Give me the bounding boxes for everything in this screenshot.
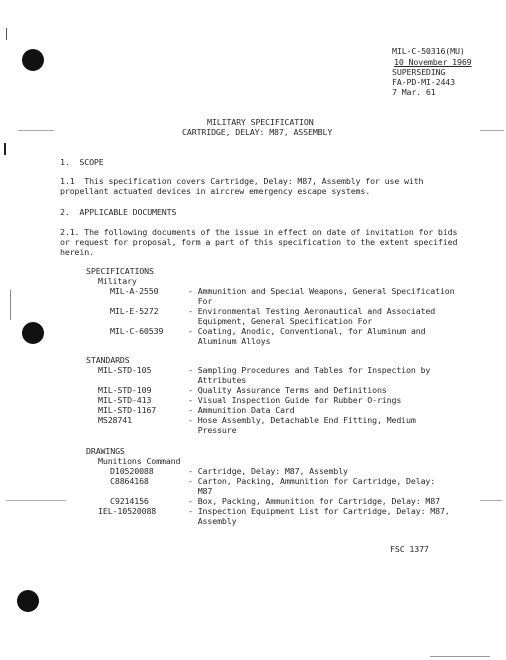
scan-mark — [4, 143, 6, 155]
drawing-id: IEL-10520088 — [98, 506, 157, 516]
superseded-document-date: 7 Mar. 61 — [392, 87, 436, 97]
drawing-id: C8864168 — [110, 476, 149, 486]
applicable-documents-paragraph-line: or request for proposal, form a part of this specification to the extent specified — [60, 237, 458, 247]
superseding-label: SUPERSEDING — [392, 67, 446, 77]
munitions-command-subheading: Munitions Command — [98, 456, 181, 466]
drawing-description: Assembly — [188, 516, 237, 526]
drawings-heading: DRAWINGS — [86, 446, 125, 456]
applicable-documents-paragraph-line: herein. — [60, 247, 94, 257]
spec-id: MIL-E-5272 — [110, 306, 159, 316]
applicable-documents-paragraph-line: 2.1. The following documents of the issue in effect on date of invitation for bids — [60, 227, 458, 237]
standard-description: - Ammunition Data Card — [188, 405, 295, 415]
spec-id: MIL-A-2550 — [110, 286, 159, 296]
spec-description: - Ammunition and Special Weapons, General Specification — [188, 286, 455, 296]
spec-description: Aluminum Alloys — [188, 336, 271, 346]
military-subheading: Military — [98, 276, 137, 286]
standard-description: - Hose Assembly, Detachable End Fitting, Medium — [188, 415, 416, 425]
document-id: MIL-C-50316(MU) — [392, 46, 465, 56]
scan-mark — [480, 130, 504, 131]
standard-description: Pressure — [188, 425, 237, 435]
punch-hole-top — [22, 49, 44, 71]
drawing-description: - Carton, Packing, Ammunition for Cartridge, Delay: — [188, 476, 436, 486]
scope-paragraph-line: 1.1 This specification covers Cartridge, Delay: M87, Assembly for use with — [60, 176, 424, 186]
standard-description: - Visual Inspection Guide for Rubber O-rings — [188, 395, 402, 405]
scope-paragraph-line: propellant actuated devices in aircrew emergency escape systems. — [60, 186, 371, 196]
drawing-description: - Inspection Equipment List for Cartridge, Delay: M87, — [188, 506, 450, 516]
section-heading-scope: 1. SCOPE — [60, 157, 104, 167]
superseded-document-id: FA-PD-MI-2443 — [392, 77, 455, 87]
drawing-id: D10520088 — [110, 466, 154, 476]
standard-id: MIL-STD-413 — [98, 395, 152, 405]
specifications-heading: SPECIFICATIONS — [86, 266, 154, 276]
spec-id: MIL-C-60539 — [110, 326, 164, 336]
standard-id: MIL-STD-109 — [98, 385, 152, 395]
spec-description: Equipment, General Specification For — [188, 316, 373, 326]
drawing-description: - Box, Packing, Ammunition for Cartridge, Delay: M87 — [188, 496, 440, 506]
document-date: 10 November 1969 — [394, 57, 472, 67]
standard-description: - Quality Assurance Terms and Definitions — [188, 385, 387, 395]
section-heading-applicable-documents: 2. APPLICABLE DOCUMENTS — [60, 207, 177, 217]
scan-mark — [18, 130, 54, 131]
punch-hole-bottom — [17, 590, 39, 612]
standard-id: MS28741 — [98, 415, 132, 425]
punch-hole-middle — [22, 322, 44, 344]
scan-mark — [6, 500, 66, 501]
standard-id: MIL-STD-1167 — [98, 405, 157, 415]
standard-description: - Sampling Procedures and Tables for Inspection by — [188, 365, 431, 375]
spec-description: For — [188, 296, 213, 306]
drawing-description: - Cartridge, Delay: M87, Assembly — [188, 466, 348, 476]
standards-heading: STANDARDS — [86, 355, 130, 365]
scan-mark — [10, 290, 11, 320]
document-subtitle: CARTRIDGE, DELAY: M87, ASSEMBLY — [182, 127, 333, 137]
scan-mark — [480, 500, 502, 501]
drawing-id: C9214156 — [110, 496, 149, 506]
scan-mark — [6, 28, 7, 40]
standard-id: MIL-STD-105 — [98, 365, 152, 375]
document-title: MILITARY SPECIFICATION — [207, 117, 314, 127]
spec-description: - Coating, Anodic, Conventional, for Aluminum and — [188, 326, 426, 336]
spec-description: - Environmental Testing Aeronautical and Associated — [188, 306, 436, 316]
scan-mark — [430, 656, 490, 657]
drawing-description: M87 — [188, 486, 213, 496]
fsc-code: FSC 1377 — [390, 544, 429, 554]
standard-description: Attributes — [188, 375, 247, 385]
